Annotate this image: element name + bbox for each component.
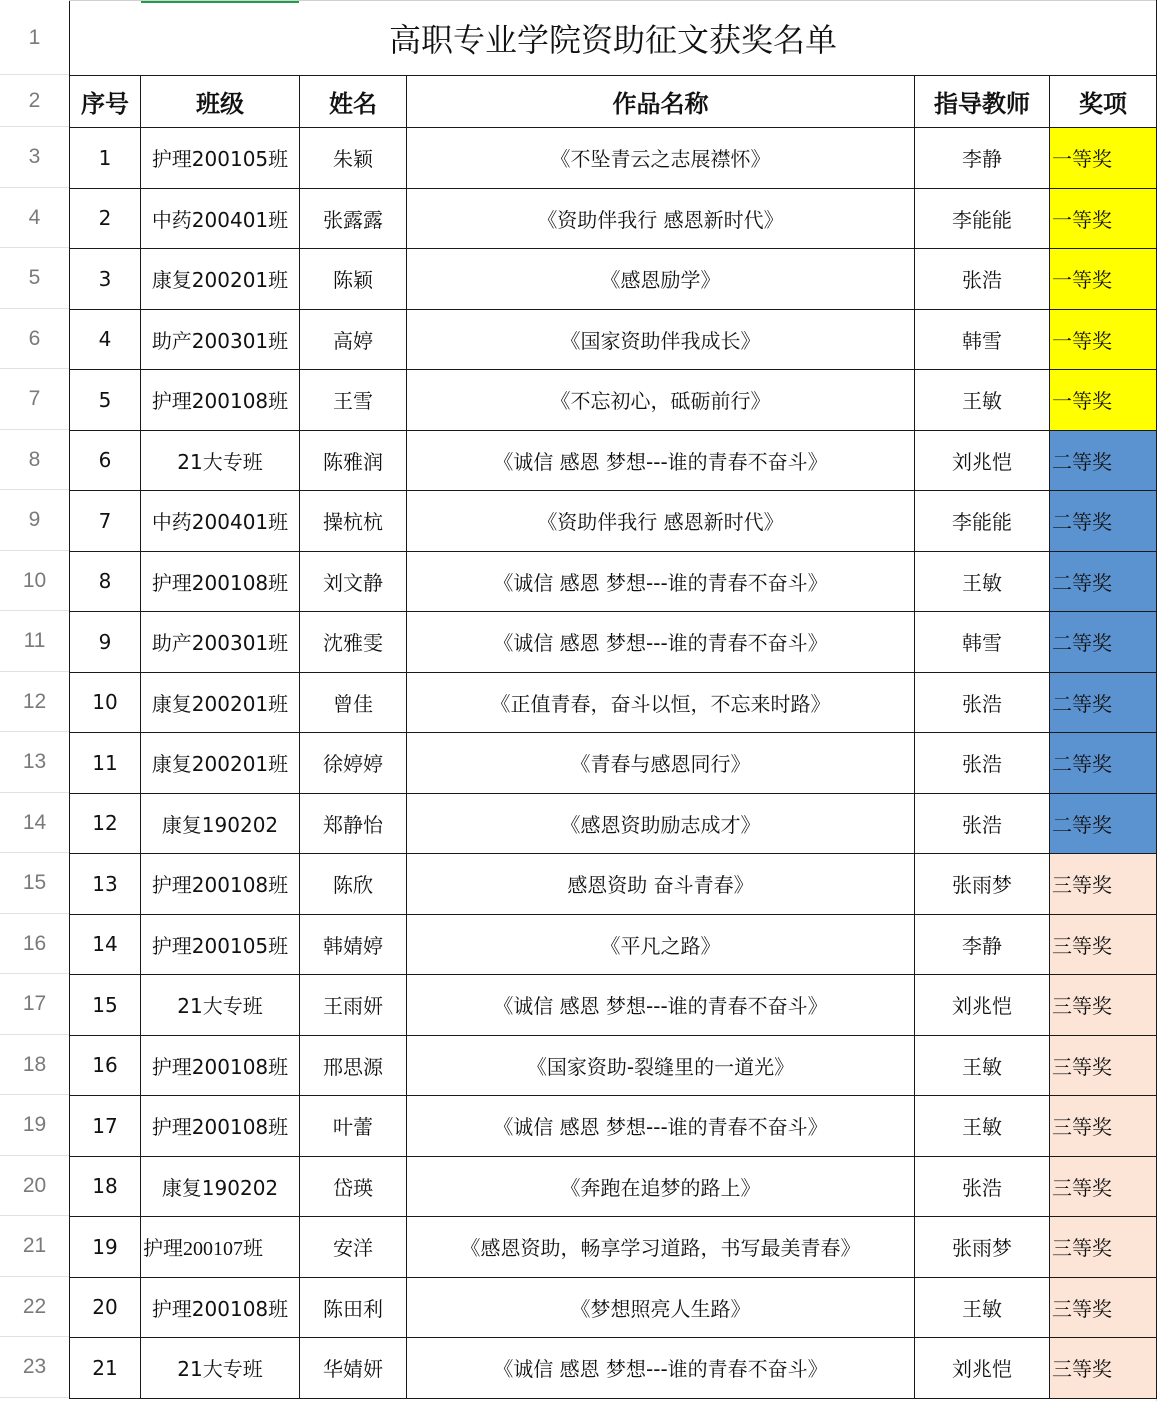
cell-name[interactable]: 朱颖 bbox=[300, 128, 407, 189]
cell-seq[interactable]: 21 bbox=[70, 1338, 141, 1399]
cell-award[interactable]: 三等奖 bbox=[1050, 1338, 1157, 1399]
cell-class[interactable]: 助产200301班 bbox=[141, 612, 300, 673]
cell-teacher[interactable]: 张浩 bbox=[915, 793, 1050, 854]
table-row bbox=[70, 914, 1157, 975]
row-number[interactable]: 4 bbox=[0, 188, 69, 249]
row-number[interactable]: 12 bbox=[0, 672, 69, 733]
cell-class[interactable]: 护理200108班 bbox=[141, 551, 300, 612]
cell-teacher[interactable]: 张浩 bbox=[915, 733, 1050, 794]
cell-award[interactable]: 三等奖 bbox=[1050, 1156, 1157, 1217]
cell-name[interactable]: 曾佳 bbox=[300, 672, 407, 733]
cell-teacher[interactable]: 李能能 bbox=[915, 491, 1050, 552]
cell-teacher[interactable]: 刘兆恺 bbox=[915, 975, 1050, 1036]
cell-work[interactable]: 《青春与感恩同行》 bbox=[407, 733, 915, 794]
cell-work[interactable]: 感恩资助 奋斗青春》 bbox=[407, 854, 915, 915]
cell-seq[interactable]: 14 bbox=[70, 914, 141, 975]
cell-award[interactable]: 三等奖 bbox=[1050, 1277, 1157, 1338]
cell-class[interactable]: 护理200108班 bbox=[141, 854, 300, 915]
cell-seq[interactable]: 1 bbox=[70, 128, 141, 189]
row-number[interactable]: 20 bbox=[0, 1156, 69, 1217]
cell-award[interactable]: 三等奖 bbox=[1050, 975, 1157, 1036]
cell-teacher[interactable]: 李静 bbox=[915, 914, 1050, 975]
cell-name[interactable]: 徐婷婷 bbox=[300, 733, 407, 794]
cell-seq[interactable]: 9 bbox=[70, 612, 141, 673]
cell-class[interactable]: 护理200108班 bbox=[141, 370, 300, 431]
row-number[interactable]: 1 bbox=[0, 0, 69, 75]
row-number[interactable]: 18 bbox=[0, 1035, 69, 1096]
header-row bbox=[70, 76, 1157, 128]
cell-class[interactable]: 21大专班 bbox=[141, 430, 300, 491]
cell-teacher[interactable]: 张浩 bbox=[915, 249, 1050, 310]
cell-award[interactable]: 三等奖 bbox=[1050, 1096, 1157, 1157]
cell-name[interactable]: 安洋 bbox=[300, 1217, 407, 1278]
header-class[interactable]: 班级 bbox=[141, 76, 300, 128]
cell-teacher[interactable]: 张浩 bbox=[915, 1156, 1050, 1217]
cell-teacher[interactable]: 韩雪 bbox=[915, 309, 1050, 370]
cell-award[interactable]: 三等奖 bbox=[1050, 854, 1157, 915]
header-work[interactable]: 作品名称 bbox=[407, 76, 915, 128]
cell-work[interactable]: 《诚信 感恩 梦想---谁的青春不奋斗》 bbox=[407, 1096, 915, 1157]
cell-class[interactable]: 护理200108班 bbox=[141, 1035, 300, 1096]
cell-award[interactable]: 一等奖 bbox=[1050, 249, 1157, 310]
row-number[interactable]: 17 bbox=[0, 974, 69, 1035]
row-number[interactable]: 2 bbox=[0, 75, 69, 127]
table-row bbox=[70, 1217, 1157, 1278]
cell-award[interactable]: 一等奖 bbox=[1050, 309, 1157, 370]
cell-work[interactable]: 《资助伴我行 感恩新时代》 bbox=[407, 491, 915, 552]
table-row bbox=[70, 1338, 1157, 1399]
cell-class[interactable]: 康复190202 bbox=[141, 793, 300, 854]
cell-work[interactable]: 《平凡之路》 bbox=[407, 914, 915, 975]
cell-teacher[interactable]: 刘兆恺 bbox=[915, 1338, 1050, 1399]
cell-seq[interactable]: 20 bbox=[70, 1277, 141, 1338]
row-number[interactable]: 22 bbox=[0, 1277, 69, 1338]
cell-teacher[interactable]: 王敏 bbox=[915, 551, 1050, 612]
row-number[interactable]: 9 bbox=[0, 490, 69, 551]
row-number[interactable]: 7 bbox=[0, 369, 69, 430]
table-row bbox=[70, 854, 1157, 915]
row-number[interactable]: 5 bbox=[0, 248, 69, 309]
cell-seq[interactable]: 2 bbox=[70, 188, 141, 249]
table-row bbox=[70, 430, 1157, 491]
cell-award[interactable]: 二等奖 bbox=[1050, 551, 1157, 612]
table-row bbox=[70, 1277, 1157, 1338]
cell-work[interactable]: 《不忘初心，砥砺前行》 bbox=[407, 370, 915, 431]
row-number[interactable]: 23 bbox=[0, 1337, 69, 1398]
award-table bbox=[69, 0, 1157, 1399]
table-row bbox=[70, 1156, 1157, 1217]
cell-work[interactable]: 《诚信 感恩 梦想---谁的青春不奋斗》 bbox=[407, 975, 915, 1036]
cell-name[interactable]: 韩婧婷 bbox=[300, 914, 407, 975]
cell-seq[interactable]: 7 bbox=[70, 491, 141, 552]
row-number[interactable]: 19 bbox=[0, 1095, 69, 1156]
cell-award[interactable]: 三等奖 bbox=[1050, 914, 1157, 975]
cell-class[interactable]: 助产200301班 bbox=[141, 309, 300, 370]
cell-teacher[interactable]: 张雨梦 bbox=[915, 1217, 1050, 1278]
cell-seq[interactable]: 18 bbox=[70, 1156, 141, 1217]
cell-name[interactable]: 岱瑛 bbox=[300, 1156, 407, 1217]
cell-seq[interactable]: 5 bbox=[70, 370, 141, 431]
title-row bbox=[70, 1, 1157, 76]
cell-name[interactable]: 王雪 bbox=[300, 370, 407, 431]
cell-award[interactable]: 一等奖 bbox=[1050, 370, 1157, 431]
cell-work[interactable]: 《感恩资助励志成才》 bbox=[407, 793, 915, 854]
cell-seq[interactable]: 3 bbox=[70, 249, 141, 310]
cell-award[interactable]: 二等奖 bbox=[1050, 793, 1157, 854]
cell-award[interactable]: 一等奖 bbox=[1050, 128, 1157, 189]
header-award[interactable]: 奖项 bbox=[1050, 76, 1157, 128]
cell-class[interactable]: 康复200201班 bbox=[141, 672, 300, 733]
cell-class[interactable]: 21大专班 bbox=[141, 1338, 300, 1399]
cell-name[interactable]: 高婷 bbox=[300, 309, 407, 370]
row-number[interactable]: 8 bbox=[0, 430, 69, 491]
row-number[interactable]: 16 bbox=[0, 914, 69, 975]
cell-teacher[interactable]: 李能能 bbox=[915, 188, 1050, 249]
row-number[interactable]: 3 bbox=[0, 127, 69, 188]
cell-class[interactable]: 护理200105班 bbox=[141, 128, 300, 189]
cell-class[interactable]: 21大专班 bbox=[141, 975, 300, 1036]
cell-name[interactable]: 操杭杭 bbox=[300, 491, 407, 552]
cell-class[interactable]: 护理200108班 bbox=[141, 1096, 300, 1157]
table-row bbox=[70, 370, 1157, 431]
table-row bbox=[70, 733, 1157, 794]
cell-name[interactable]: 刘文静 bbox=[300, 551, 407, 612]
cell-seq[interactable]: 13 bbox=[70, 854, 141, 915]
cell-name[interactable]: 陈欣 bbox=[300, 854, 407, 915]
header-name[interactable]: 姓名 bbox=[300, 76, 407, 128]
cell-award[interactable]: 二等奖 bbox=[1050, 672, 1157, 733]
cell-name[interactable]: 张露露 bbox=[300, 188, 407, 249]
table-row bbox=[70, 309, 1157, 370]
cell-teacher[interactable]: 李静 bbox=[915, 128, 1050, 189]
cell-award[interactable]: 二等奖 bbox=[1050, 612, 1157, 673]
cell-award[interactable]: 二等奖 bbox=[1050, 491, 1157, 552]
cell-teacher[interactable]: 韩雪 bbox=[915, 612, 1050, 673]
table-row bbox=[70, 249, 1157, 310]
row-number[interactable]: 6 bbox=[0, 309, 69, 370]
cell-class[interactable]: 护理200105班 bbox=[141, 914, 300, 975]
cell-award[interactable]: 一等奖 bbox=[1050, 188, 1157, 249]
table-row bbox=[70, 128, 1157, 189]
cell-name[interactable]: 郑静怡 bbox=[300, 793, 407, 854]
cell-teacher[interactable]: 王敏 bbox=[915, 1035, 1050, 1096]
table-row bbox=[70, 793, 1157, 854]
cell-work[interactable]: 《感恩励学》 bbox=[407, 249, 915, 310]
row-number[interactable]: 13 bbox=[0, 732, 69, 793]
cell-class[interactable]: 中药200401班 bbox=[141, 491, 300, 552]
cell-work[interactable]: 《诚信 感恩 梦想---谁的青春不奋斗》 bbox=[407, 551, 915, 612]
row-number[interactable]: 21 bbox=[0, 1216, 69, 1277]
cell-award[interactable]: 三等奖 bbox=[1050, 1035, 1157, 1096]
sheet-title[interactable]: 高职专业学院资助征文获奖名单 bbox=[70, 1, 1157, 76]
cell-work[interactable]: 《资助伴我行 感恩新时代》 bbox=[407, 188, 915, 249]
cell-work[interactable]: 《不坠青云之志展襟怀》 bbox=[407, 128, 915, 189]
table-row bbox=[70, 672, 1157, 733]
cell-name[interactable]: 华婧妍 bbox=[300, 1338, 407, 1399]
row-number[interactable]: 14 bbox=[0, 793, 69, 854]
cell-seq[interactable]: 15 bbox=[70, 975, 141, 1036]
cell-seq[interactable]: 4 bbox=[70, 309, 141, 370]
cell-work[interactable]: 《正值青春，奋斗以恒，不忘来时路》 bbox=[407, 672, 915, 733]
cell-work[interactable]: 《梦想照亮人生路》 bbox=[407, 1277, 915, 1338]
cell-name[interactable]: 沈雅雯 bbox=[300, 612, 407, 673]
cell-class[interactable]: 康复200201班 bbox=[141, 249, 300, 310]
header-seq[interactable]: 序号 bbox=[70, 76, 141, 128]
table-row bbox=[70, 491, 1157, 552]
cell-work[interactable]: 《诚信 感恩 梦想---谁的青春不奋斗》 bbox=[407, 1338, 915, 1399]
table-row bbox=[70, 975, 1157, 1036]
cell-work[interactable]: 《奔跑在追梦的路上》 bbox=[407, 1156, 915, 1217]
cell-class[interactable]: 康复200201班 bbox=[141, 733, 300, 794]
row-number[interactable]: 10 bbox=[0, 551, 69, 612]
cell-teacher[interactable]: 刘兆恺 bbox=[915, 430, 1050, 491]
cell-work[interactable]: 《感恩资助，畅享学习道路，书写最美青春》 bbox=[407, 1217, 915, 1278]
cell-seq[interactable]: 10 bbox=[70, 672, 141, 733]
cell-name[interactable]: 王雨妍 bbox=[300, 975, 407, 1036]
cell-seq[interactable]: 11 bbox=[70, 733, 141, 794]
cell-work[interactable]: 《国家资助-裂缝里的一道光》 bbox=[407, 1035, 915, 1096]
cell-teacher[interactable]: 张雨梦 bbox=[915, 854, 1050, 915]
cell-work[interactable]: 《诚信 感恩 梦想---谁的青春不奋斗》 bbox=[407, 612, 915, 673]
cell-class[interactable]: 护理200108班 bbox=[141, 1277, 300, 1338]
cell-seq[interactable]: 17 bbox=[70, 1096, 141, 1157]
cell-teacher[interactable]: 王敏 bbox=[915, 370, 1050, 431]
header-teacher[interactable]: 指导教师 bbox=[915, 76, 1050, 128]
table-row bbox=[70, 1035, 1157, 1096]
cell-award[interactable]: 二等奖 bbox=[1050, 430, 1157, 491]
table-row bbox=[70, 551, 1157, 612]
cell-work[interactable]: 《国家资助伴我成长》 bbox=[407, 309, 915, 370]
cell-seq[interactable]: 8 bbox=[70, 551, 141, 612]
table-row bbox=[70, 612, 1157, 673]
cell-class[interactable]: 护理200107班 bbox=[141, 1217, 300, 1278]
cell-name[interactable]: 叶蕾 bbox=[300, 1096, 407, 1157]
cell-name[interactable]: 陈雅润 bbox=[300, 430, 407, 491]
cell-seq[interactable]: 12 bbox=[70, 793, 141, 854]
cell-name[interactable]: 邢思源 bbox=[300, 1035, 407, 1096]
cell-teacher[interactable]: 王敏 bbox=[915, 1277, 1050, 1338]
cell-name[interactable]: 陈颖 bbox=[300, 249, 407, 310]
table-row bbox=[70, 188, 1157, 249]
cell-seq[interactable]: 16 bbox=[70, 1035, 141, 1096]
table-row bbox=[70, 1096, 1157, 1157]
cell-seq[interactable]: 19 bbox=[70, 1217, 141, 1278]
right-gutter bbox=[1156, 0, 1170, 1401]
cell-award[interactable]: 二等奖 bbox=[1050, 733, 1157, 794]
cell-award[interactable]: 三等奖 bbox=[1050, 1217, 1157, 1278]
cell-teacher[interactable]: 王敏 bbox=[915, 1096, 1050, 1157]
row-number[interactable]: 15 bbox=[0, 853, 69, 914]
cell-teacher[interactable]: 张浩 bbox=[915, 672, 1050, 733]
cell-work[interactable]: 《诚信 感恩 梦想---谁的青春不奋斗》 bbox=[407, 430, 915, 491]
cell-name[interactable]: 陈田利 bbox=[300, 1277, 407, 1338]
row-number[interactable]: 11 bbox=[0, 611, 69, 672]
cell-class[interactable]: 康复190202 bbox=[141, 1156, 300, 1217]
cell-class[interactable]: 中药200401班 bbox=[141, 188, 300, 249]
cell-seq[interactable]: 6 bbox=[70, 430, 141, 491]
